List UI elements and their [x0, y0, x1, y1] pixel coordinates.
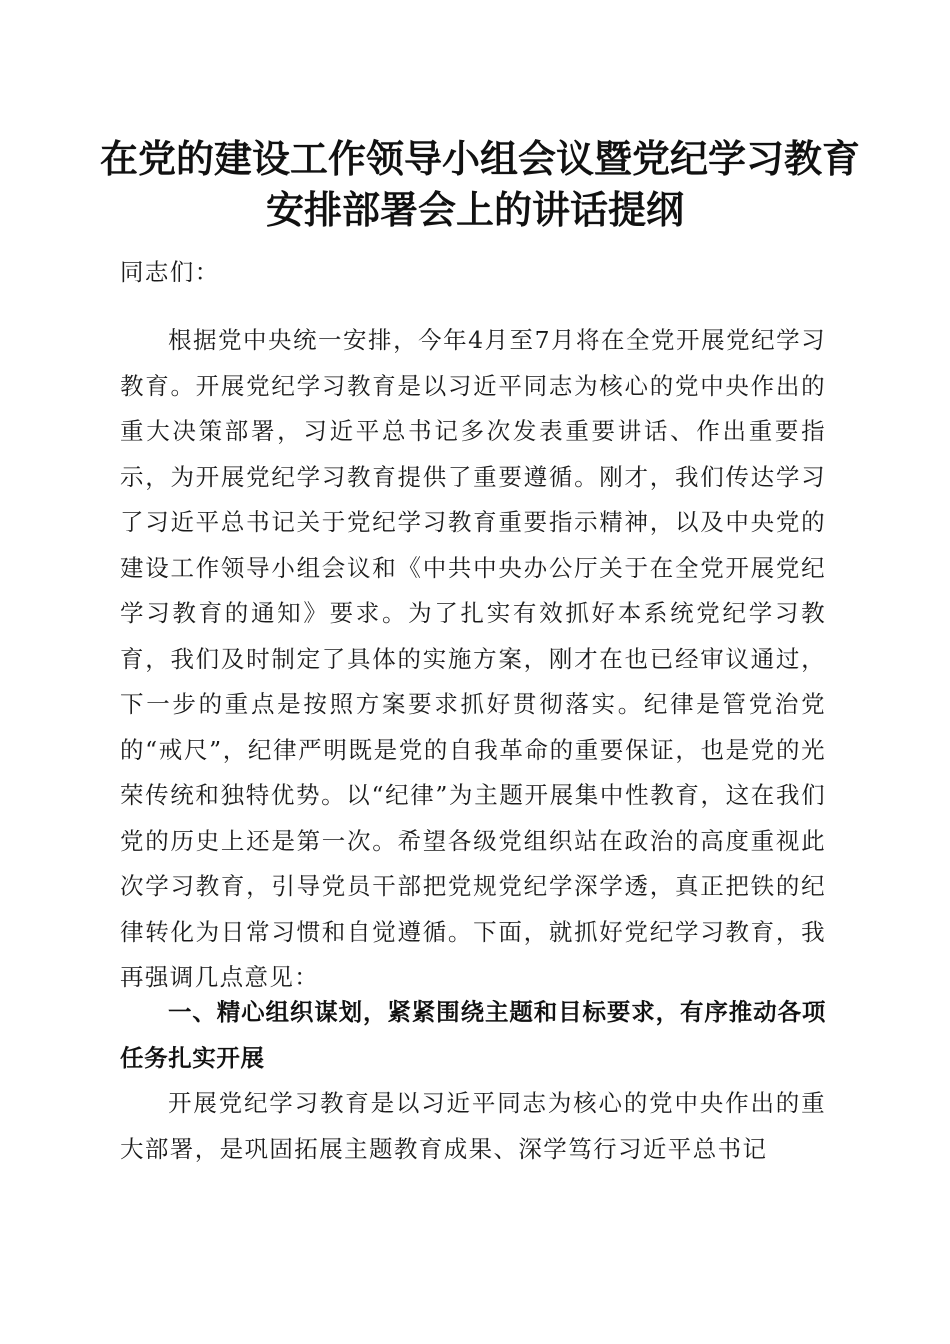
salutation: 同志们：: [120, 258, 220, 286]
paragraph-1: 根据党中央统一安排，今年4月至7月将在全党开展党纪学习教育。开展党纪学习教育是以习近平同志为核心的党中央作出的重大决策部署，习近平总书记多次发表重要讲话、作出重要指示，为开展党纪学习教育提供了重要遵循。刚才，我们传达学习了习近平总书记关于党纪学习教育重要指示精神，以及中央党的建设工作领导小组会议和《中共中央办公厅关于在全党开展党纪学习教育的通知》要求。为了扎实有效抓好本系统党纪学习教育，我们及时制定了具体的实施方案，刚才在也已经审议通过，下一步的重点是按照方案要求抓好贯彻落实。纪律是管党治党的“戒尺”，纪律严明既是党的自我革命的重要保证，也是党的光荣传统和独特优势。以“纪律”为主题开展集中性教育，这在我们党的历史上还是第一次。希望各级党组织站在政治的高度重视此次学习教育，引导党员干部把党规党纪学深学透，真正把铁的纪律转化为日常习惯和自觉遵循。下面，就抓好党纪学习教育，我再强调几点意见：: [120, 326, 826, 991]
section-heading-1: 一、精心组织谋划，紧紧围绕主题和目标要求，有序推动各项任务扎实开展: [120, 998, 826, 1072]
paragraph-2: 开展党纪学习教育是以习近平同志为核心的党中央作出的重大部署，是巩固拓展主题教育成果、深学笃行习近平总书记: [120, 1089, 826, 1163]
document-title-line-1: 在党的建设工作领导小组会议暨党纪学习教育: [100, 136, 861, 181]
document-title-line-2: 安排部署会上的讲话提纲: [265, 187, 684, 232]
